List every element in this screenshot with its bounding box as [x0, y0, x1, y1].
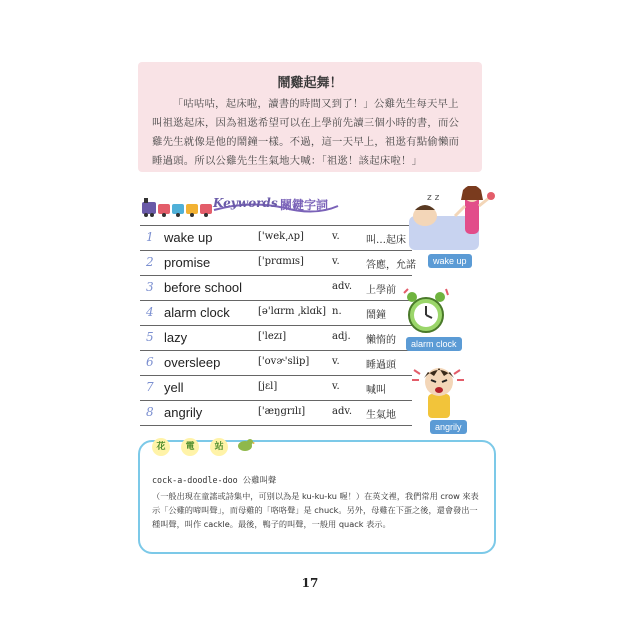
vocab-word: alarm clock	[164, 305, 230, 320]
note-heading-char: 站	[210, 438, 228, 456]
vocab-row	[140, 351, 412, 376]
tag-alarm-clock: alarm clock	[406, 337, 462, 351]
svg-text:z z: z z	[427, 193, 440, 203]
vocab-number: 4	[146, 305, 154, 319]
vocab-number: 3	[146, 280, 154, 294]
note-box	[138, 440, 496, 554]
vocab-pos: v.	[332, 381, 340, 392]
vocab-word: oversleep	[164, 355, 221, 370]
vocab-meaning: 睡過頭	[366, 360, 396, 371]
vocab-ipa: ['æŋgrɪlɪ]	[258, 406, 306, 417]
vocab-meaning: 叫…起床	[366, 235, 406, 246]
keywords-label: Keywords	[213, 196, 278, 210]
vocab-row	[140, 225, 412, 251]
vocab-word: before school	[164, 280, 243, 295]
vocab-number: 2	[146, 255, 154, 269]
note-text: （一般出現在童謠或詩集中，可别以為是 ku-ku-ku 喔！）在英文裡，我們常用 crow 來表示「公雞的啼叫聲」，而母雞的「咯咯聲」是 chuck。另外，母雞在下蛋之後，還會發出一種叫聲，叫作 cackle。最後，鴨子的叫聲，一般用 quack 表示。	[152, 491, 479, 529]
vocab-pos: v.	[332, 231, 340, 242]
vocab-word: lazy	[164, 330, 188, 345]
story-box	[138, 62, 482, 172]
vocab-ipa: ['lezɪ]	[258, 331, 287, 342]
vocab-pos: v.	[332, 356, 340, 367]
vocab-number: 8	[146, 405, 154, 419]
vocab-ipa: ['wek͵ʌp]	[258, 231, 304, 242]
note-heading-char: 花	[152, 438, 170, 456]
vocab-ipa: [ə'lɑrm ͵klɑk]	[258, 306, 327, 317]
note-word-line: cock-a-doodle-doo 公雞叫聲	[152, 475, 277, 485]
vocab-ipa: ['prɑmɪs]	[258, 256, 304, 267]
vocab-number: 1	[146, 230, 154, 244]
tag-wake-up: wake up	[428, 254, 472, 268]
vocab-meaning: 鬧鐘	[366, 310, 386, 321]
page-number: 17	[301, 576, 319, 590]
vocab-row	[140, 301, 412, 326]
vocab-row	[140, 251, 416, 276]
vocab-pos: adj.	[332, 331, 351, 342]
vocab-number: 6	[146, 355, 154, 369]
story-title: 鬧雞起舞！	[277, 76, 343, 91]
vocab-word: wake up	[164, 230, 213, 245]
vocab-meaning: 上學前	[366, 285, 396, 296]
story-body: 「咕咕咕，起床啦，讀書的時間又到了！」公雞先生每天早上叫祖逖起床，因為祖逖希望可以在上學前先讀三個小時的書，而公雞先生就像是他的鬧鐘一樣。不過，這一天早上，祖逖有點偷懶而睡過頭。所以公雞先生生氣地大喊：「祖逖！該起床啦！」	[152, 98, 460, 167]
sleeping-boy-illustration-icon	[405, 186, 497, 256]
vocab-meaning: 喊叫	[366, 385, 386, 396]
vocab-meaning: 答應，允諾	[366, 260, 416, 271]
bird-icon	[235, 436, 255, 454]
vocab-meaning: 懶惰的	[366, 335, 396, 346]
vocab-table	[140, 225, 416, 426]
vocab-row	[140, 326, 412, 351]
angry-boy-icon	[410, 360, 468, 420]
vocab-meaning: 生氣地	[366, 410, 396, 421]
vocab-ipa: ['ovɚ'slip]	[258, 356, 310, 367]
vocab-word: yell	[164, 380, 184, 395]
keywords-label-cn: 關鍵字詞	[280, 198, 329, 212]
vocab-pos: adv.	[332, 406, 353, 417]
note-heading-char: 電	[181, 438, 199, 456]
vocab-row	[140, 401, 412, 426]
vocab-pos: adv.	[332, 281, 353, 292]
vocab-pos: v.	[332, 256, 340, 267]
alarm-clock-icon	[402, 287, 450, 339]
note-heading	[152, 434, 255, 456]
vocab-number: 5	[146, 330, 154, 344]
vocab-pos: n.	[332, 306, 342, 317]
vocab-number: 7	[146, 380, 154, 394]
vocab-word: promise	[164, 255, 211, 270]
tag-angrily: angrily	[430, 420, 467, 434]
vocab-word: angrily	[164, 405, 203, 420]
vocab-row	[140, 376, 412, 401]
vocab-ipa: [jɛl]	[258, 381, 278, 392]
vocab-row	[140, 276, 412, 301]
